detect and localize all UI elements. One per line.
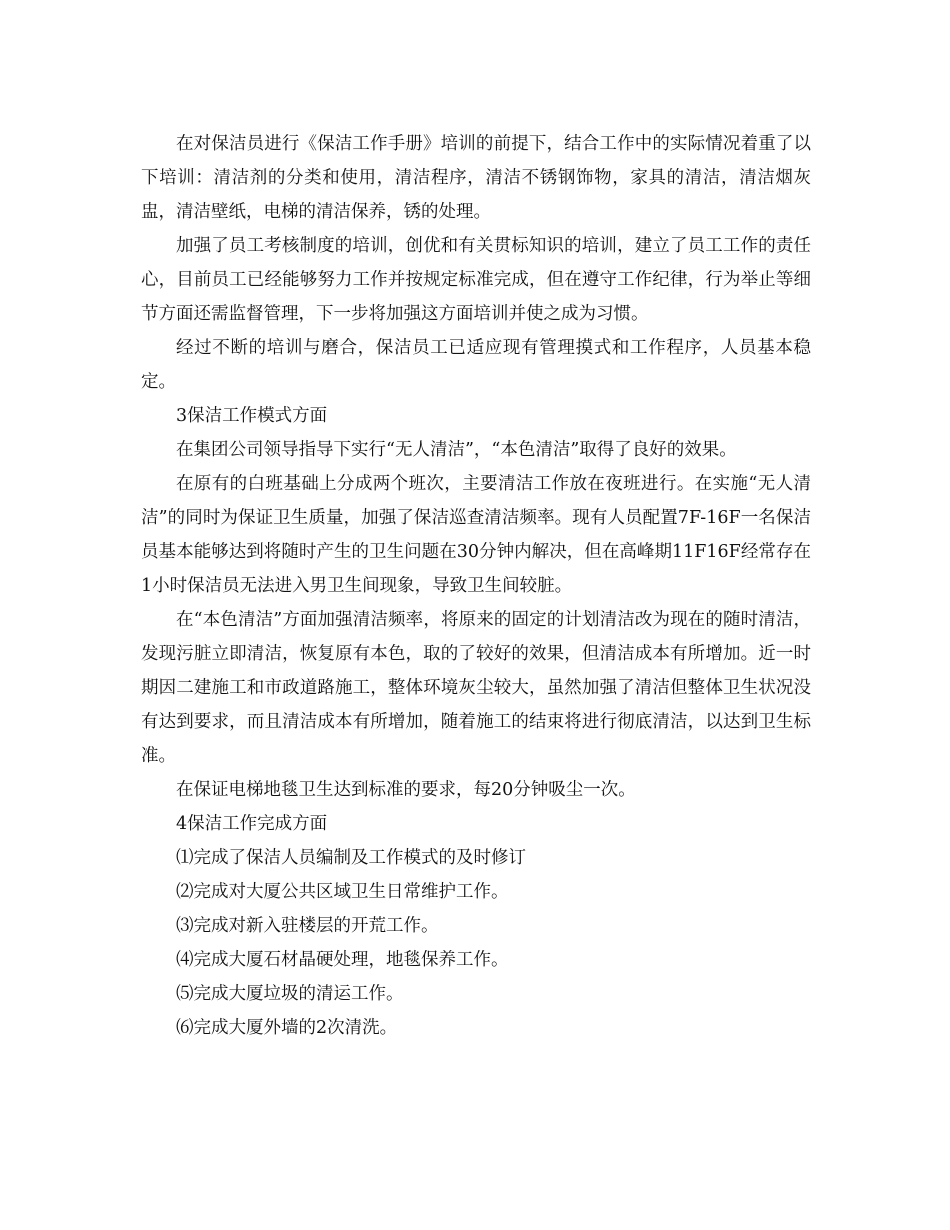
list-item: ⑶完成对新入驻楼层的开荒工作。: [176, 916, 439, 936]
paragraph-unmanned-cleaning: 在集团公司领导指导下实行“无人清洁”，“本色清洁”取得了良好的效果。: [176, 440, 737, 460]
list-item: ⑹完成大厦外墙的2次清洗。: [176, 1018, 398, 1038]
list-item: ⑴完成了保洁人员编制及工作模式的及时修订: [176, 848, 526, 868]
list-item: ⑸完成大厦垃圾的清运工作。: [176, 984, 404, 1004]
paragraph-staff-stability: 经过不断的培训与磨合，保洁员工已适应现有管理摸式和工作程序，人员基本稳定。: [141, 338, 811, 392]
section-heading-work-mode: 3保洁工作模式方面: [176, 406, 328, 426]
paragraph-natural-cleaning: 在“本色清洁”方面加强清洁频率，将原来的固定的计划清洁改为现在的随时清洁，发现污脏立即清洁，恢复原有本色，取的了较好的效果，但清洁成本有所增加。近一时期因二建施工和市政道路施工，整体环境灰尘较大，虽然加强了清洁但整体卫生状况没有达到要求，而且清洁成本有所增加，随着施工的结束将进行彻底清洁，以达到卫生标准。: [141, 610, 811, 766]
paragraph-elevator-carpet: 在保证电梯地毯卫生达到标准的要求，每20分钟吸尘一次。: [176, 780, 636, 800]
list-item: ⑵完成对大厦公共区域卫生日常维护工作。: [176, 882, 509, 902]
paragraph-shift-schedule: 在原有的白班基础上分成两个班次，主要清洁工作放在夜班进行。在实施“无人清洁”的同时为保证卫生质量，加强了保洁巡查清洁频率。现有人员配置7F-16F一名保洁员基本能够达到将随时产生的卫生问题在30分钟内解决，但在高峰期11F16F经常存在1小时保洁员无法进入男卫生间现象，导致卫生间较脏。: [141, 474, 811, 596]
document-body: [141, 127, 811, 1045]
paragraph-assessment-training: 加强了员工考核制度的培训，创优和有关贯标知识的培训，建立了员工工作的责任心，目前员工已经能够努力工作并按规定标准完成，但在遵守工作纪律，行为举止等细节方面还需监督管理，下一步将加强这方面培训并使之成为习惯。: [141, 236, 811, 324]
paragraph-training-manual: 在对保洁员进行《保洁工作手册》培训的前提下，结合工作中的实际情况着重了以下培训：清洁剂的分类和使用，清洁程序，清洁不锈钢饰物，家具的清洁，清洁烟灰盅，清洁壁纸，电梯的清洁保养，锈的处理。: [141, 134, 811, 222]
list-item: ⑷完成大厦石材晶硬处理，地毯保养工作。: [176, 950, 509, 970]
section-heading-completed-work: 4保洁工作完成方面: [176, 814, 328, 834]
